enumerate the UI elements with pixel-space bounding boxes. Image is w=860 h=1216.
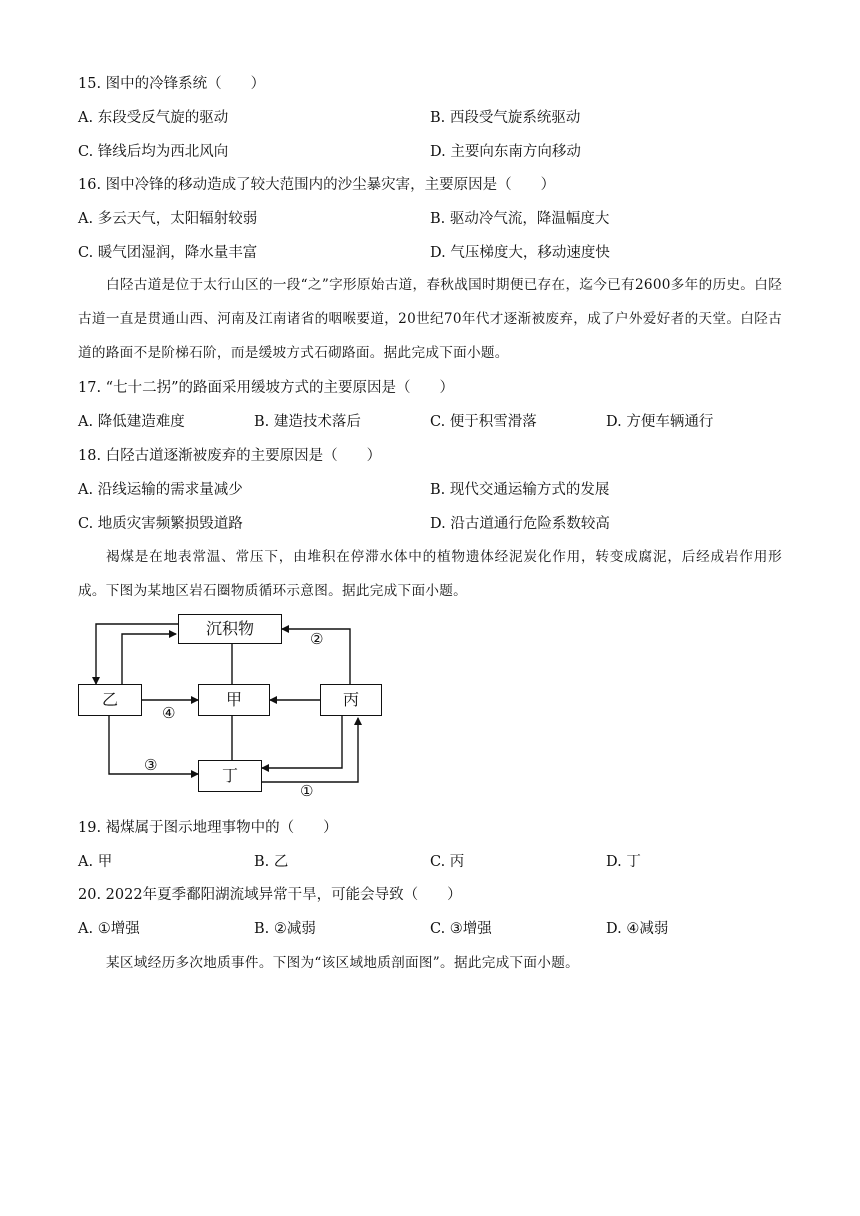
q20-option-a: A. ①增强 [78, 921, 140, 937]
q19-stem: 19. 褐煤属于图示地理事物中的（ ） [78, 820, 338, 836]
q16-option-b: B. 驱动冷气流，降温幅度大 [430, 211, 610, 227]
passage-geologic-profile: 某区域经历多次地质事件。下图为“该区域地质剖面图”。据此完成下面小题。 [106, 955, 579, 971]
q16-option-d: D. 气压梯度大，移动速度快 [430, 245, 610, 261]
q16-option-c: C. 暖气团湿润，降水量丰富 [78, 245, 258, 261]
node-sediment: 沉积物 [178, 614, 282, 644]
q18-stem: 18. 白陉古道逐渐被废弃的主要原因是（ ） [78, 448, 382, 464]
q15-stem: 15. 图中的冷锋系统（ ） [78, 76, 266, 92]
node-jia: 甲 [198, 684, 270, 716]
q17-option-c: C. 便于积雪滑落 [430, 414, 537, 430]
label-2: ② [310, 630, 324, 648]
q17-stem: 17. “七十二拐”的路面采用缓坡方式的主要原因是（ ） [78, 380, 454, 396]
q17-option-b: B. 建造技术落后 [254, 414, 361, 430]
q20-option-c: C. ③增强 [430, 921, 492, 937]
q17-option-d: D. 方便车辆通行 [606, 414, 714, 430]
node-bing: 丙 [320, 684, 382, 716]
q19-option-a: A. 甲 [78, 854, 113, 870]
q15-option-d: D. 主要向东南方向移动 [430, 144, 581, 160]
label-4: ④ [162, 704, 176, 722]
passage-lignite: 褐煤是在地表常温、常压下，由堆积在停滞水体中的植物遗体经泥炭化作用，转变成腐泥，后经成岩作用形成。下图为某地区岩石圈物质循环示意图。据此完成下面小题。 [78, 549, 782, 599]
q19-option-b: B. 乙 [254, 854, 289, 870]
q17-option-a: A. 降低建造难度 [78, 414, 185, 430]
q16-stem: 16. 图中冷锋的移动造成了较大范围内的沙尘暴灾害，主要原因是（ ） [78, 177, 556, 193]
q15-option-c: C. 锋线后均为西北风向 [78, 144, 229, 160]
passage-baixing-road: 白陉古道是位于太行山区的一段“之”字形原始古道，春秋战国时期便已存在，迄今已有2600多年的历史。白陉古道一直是贯通山西、河南及江南诸省的咽喉要道，20世纪70年代才逐渐被废弃，成了户外爱好者的天堂。白陉古道的路面不是阶梯石阶，而是缓坡方式石砌路面。据此完成下面小题。 [78, 277, 782, 361]
node-ding: 丁 [198, 760, 262, 792]
q15-option-b: B. 西段受气旋系统驱动 [430, 110, 581, 126]
q19-option-c: C. 丙 [430, 854, 465, 870]
q18-option-a: A. 沿线运输的需求量减少 [78, 482, 243, 498]
node-yi: 乙 [78, 684, 142, 716]
q20-option-b: B. ②减弱 [254, 921, 316, 937]
rock-cycle-diagram [74, 612, 394, 804]
q16-option-a: A. 多云天气，太阳辐射较弱 [78, 211, 258, 227]
q20-option-d: D. ④减弱 [606, 921, 669, 937]
q18-option-c: C. 地质灾害频繁损毁道路 [78, 516, 243, 532]
label-1: ① [300, 782, 314, 800]
q18-option-d: D. 沿古道通行危险系数较高 [430, 516, 610, 532]
q19-option-d: D. 丁 [606, 854, 641, 870]
label-3: ③ [144, 756, 158, 774]
q18-option-b: B. 现代交通运输方式的发展 [430, 482, 610, 498]
q15-option-a: A. 东段受反气旋的驱动 [78, 110, 229, 126]
q20-stem: 20. 2022年夏季鄱阳湖流域异常干旱，可能会导致（ ） [78, 887, 462, 903]
